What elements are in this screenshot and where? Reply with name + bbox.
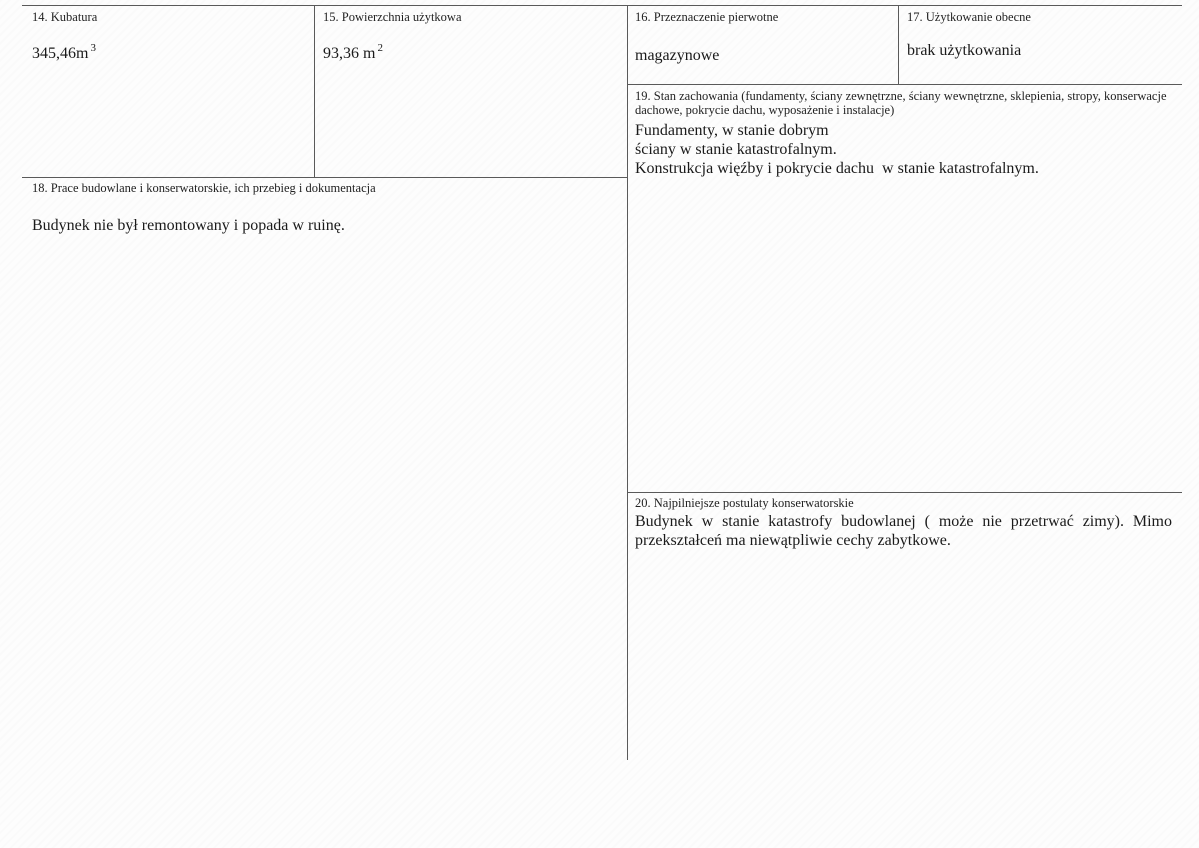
line-above-20 — [627, 492, 1182, 493]
powierzchnia-value — [323, 44, 383, 63]
line-under-16-17 — [627, 84, 1182, 85]
stan-line-1: Fundamenty, w stanie dobrym — [635, 122, 829, 139]
powierzchnia-number: 93,36 m — [323, 45, 376, 62]
top-border-line — [22, 5, 1182, 6]
kubatura-unit-exponent: 3 — [90, 42, 96, 54]
uzytkowanie-value: brak użytkowania — [907, 42, 1022, 59]
kubatura-label: 14. Kubatura — [32, 10, 98, 24]
kubatura-value — [32, 44, 96, 63]
stan-line-3: Konstrukcja więźby i pokrycie dachu w stanie katastrofalnym. — [635, 160, 1039, 177]
divider-left-right — [627, 5, 628, 760]
powierzchnia-label: 15. Powierzchnia użytkowa — [323, 10, 462, 24]
przeznaczenie-value: magazynowe — [635, 47, 720, 64]
line-under-14-15 — [22, 177, 627, 178]
stan-label: 19. Stan zachowania (fundamenty, ściany zewnętrzne, ściany wewnętrzne, sklepienia, stropy, konserwacje dachowe, pokrycie dachu, wyposażenie i instalacje) — [635, 89, 1167, 117]
prace-label: 18. Prace budowlane i konserwatorskie, ich przebieg i dokumentacja — [32, 181, 376, 195]
kubatura-number: 345,46m — [32, 45, 89, 62]
prace-value: Budynek nie był remontowany i popada w ruinę. — [32, 217, 345, 234]
postulaty-label: 20. Najpilniejsze postulaty konserwatorskie — [635, 496, 854, 510]
divider-16-17 — [898, 5, 899, 84]
przeznaczenie-label: 16. Przeznaczenie pierwotne — [635, 10, 779, 24]
powierzchnia-unit-exponent: 2 — [377, 42, 383, 54]
uzytkowanie-label: 17. Użytkowanie obecne — [907, 10, 1031, 24]
divider-14-15 — [314, 5, 315, 177]
postulaty-value: Budynek w stanie katastrofy budowlanej ( może nie przetrwać zimy). Mimo przekształceń ma niewątpliwie cechy zabytkowe. — [635, 513, 1172, 549]
stan-line-2: ściany w stanie katastrofalnym. — [635, 141, 837, 158]
